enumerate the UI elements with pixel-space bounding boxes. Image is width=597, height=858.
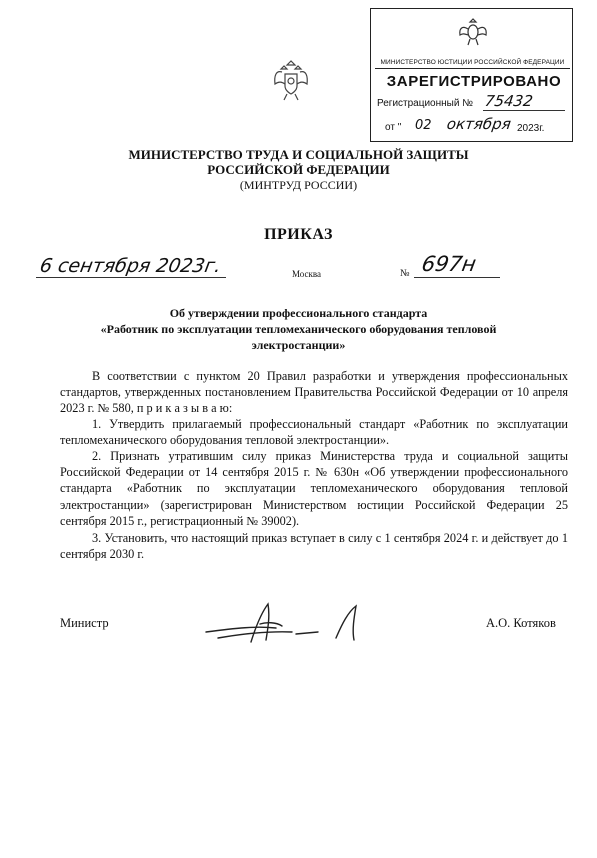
stamp-date-prefix: от " bbox=[385, 122, 402, 133]
paragraph-text: 3. Установить, что настоящий приказ вступает в силу с 1 сентября 2024 г. и действует до 1 сентября 2030 г. bbox=[60, 531, 568, 562]
order-number: 697н bbox=[419, 252, 478, 276]
order-city: Москва bbox=[292, 269, 321, 279]
eagle-emblem-icon bbox=[456, 15, 490, 49]
stamp-date-year: 2023г. bbox=[517, 123, 545, 134]
stamp-registered-label: ЗАРЕГИСТРИРОВАНО bbox=[386, 73, 562, 90]
order-date-underline bbox=[36, 277, 226, 278]
ministry-name-line1: МИНИСТЕРСТВО ТРУДА И СОЦИАЛЬНОЙ ЗАЩИТЫ bbox=[128, 147, 469, 162]
subject-line1: Об утверждении профессионального стандарта bbox=[169, 306, 428, 320]
stamp-date-month: октября bbox=[445, 115, 513, 133]
order-date: 6 сентября 2023г. bbox=[38, 255, 223, 277]
subject-line2: «Работник по эксплуатации тепломеханического оборудования тепловой bbox=[100, 322, 497, 336]
order-number-underline bbox=[414, 277, 500, 278]
subject-line3: электростанции» bbox=[251, 338, 346, 352]
handwritten-signature bbox=[196, 598, 386, 648]
coat-of-arms-icon bbox=[272, 58, 310, 102]
registration-stamp bbox=[370, 8, 573, 142]
ministry-name-line2: РОССИЙСКОЙ ФЕДЕРАЦИИ bbox=[207, 162, 390, 177]
stamp-number-underline bbox=[483, 110, 565, 111]
order-number-label: № bbox=[400, 268, 410, 279]
signer-title: Министр bbox=[60, 616, 109, 630]
stamp-reg-number: 75432 bbox=[483, 92, 534, 110]
signer-name: А.О. Котяков bbox=[486, 616, 556, 630]
paragraph-text: 2. Признать утратившим силу приказ Министерства труда и социальной защиты Российской Федерации от 14 сентября 2015 г. № 630н «Об утверждении профессионального стандарта «Работник по эксплуатации тепломеханического оборудования тепловой электростанции» (зарегистрирован Министерством юстиции Российской Федерации 25 сентября 2015 г., регистрационный № 39002). bbox=[60, 449, 568, 528]
ministry-short-name: (МИНТРУД РОССИИ) bbox=[239, 178, 358, 192]
paragraph-text: В соответствии с пунктом 20 Правил разработки и утверждения профессиональных стандартов, утвержденных постановлением Правительства Российской Федерации от 10 апреля 2023 г. № 580, п р и к а з ы в а ю: bbox=[60, 369, 568, 416]
stamp-date-day: 02 bbox=[415, 118, 432, 133]
body-paragraph-preamble bbox=[60, 368, 568, 417]
stamp-ministry-name: МИНИСТЕРСТВО ЮСТИЦИИ РОССИЙСКОЙ ФЕДЕРАЦИИ bbox=[375, 59, 570, 69]
paragraph-text: 1. Утвердить прилагаемый профессиональный стандарт «Работник по эксплуатации тепломеханического оборудования тепловой электростанции». bbox=[60, 417, 568, 448]
order-title: ПРИКАЗ bbox=[264, 226, 333, 243]
stamp-reg-label: Регистрационный № bbox=[377, 98, 473, 109]
body-paragraph-2 bbox=[60, 448, 568, 529]
body-paragraph-3 bbox=[60, 530, 568, 562]
body-paragraph-1 bbox=[60, 416, 568, 448]
